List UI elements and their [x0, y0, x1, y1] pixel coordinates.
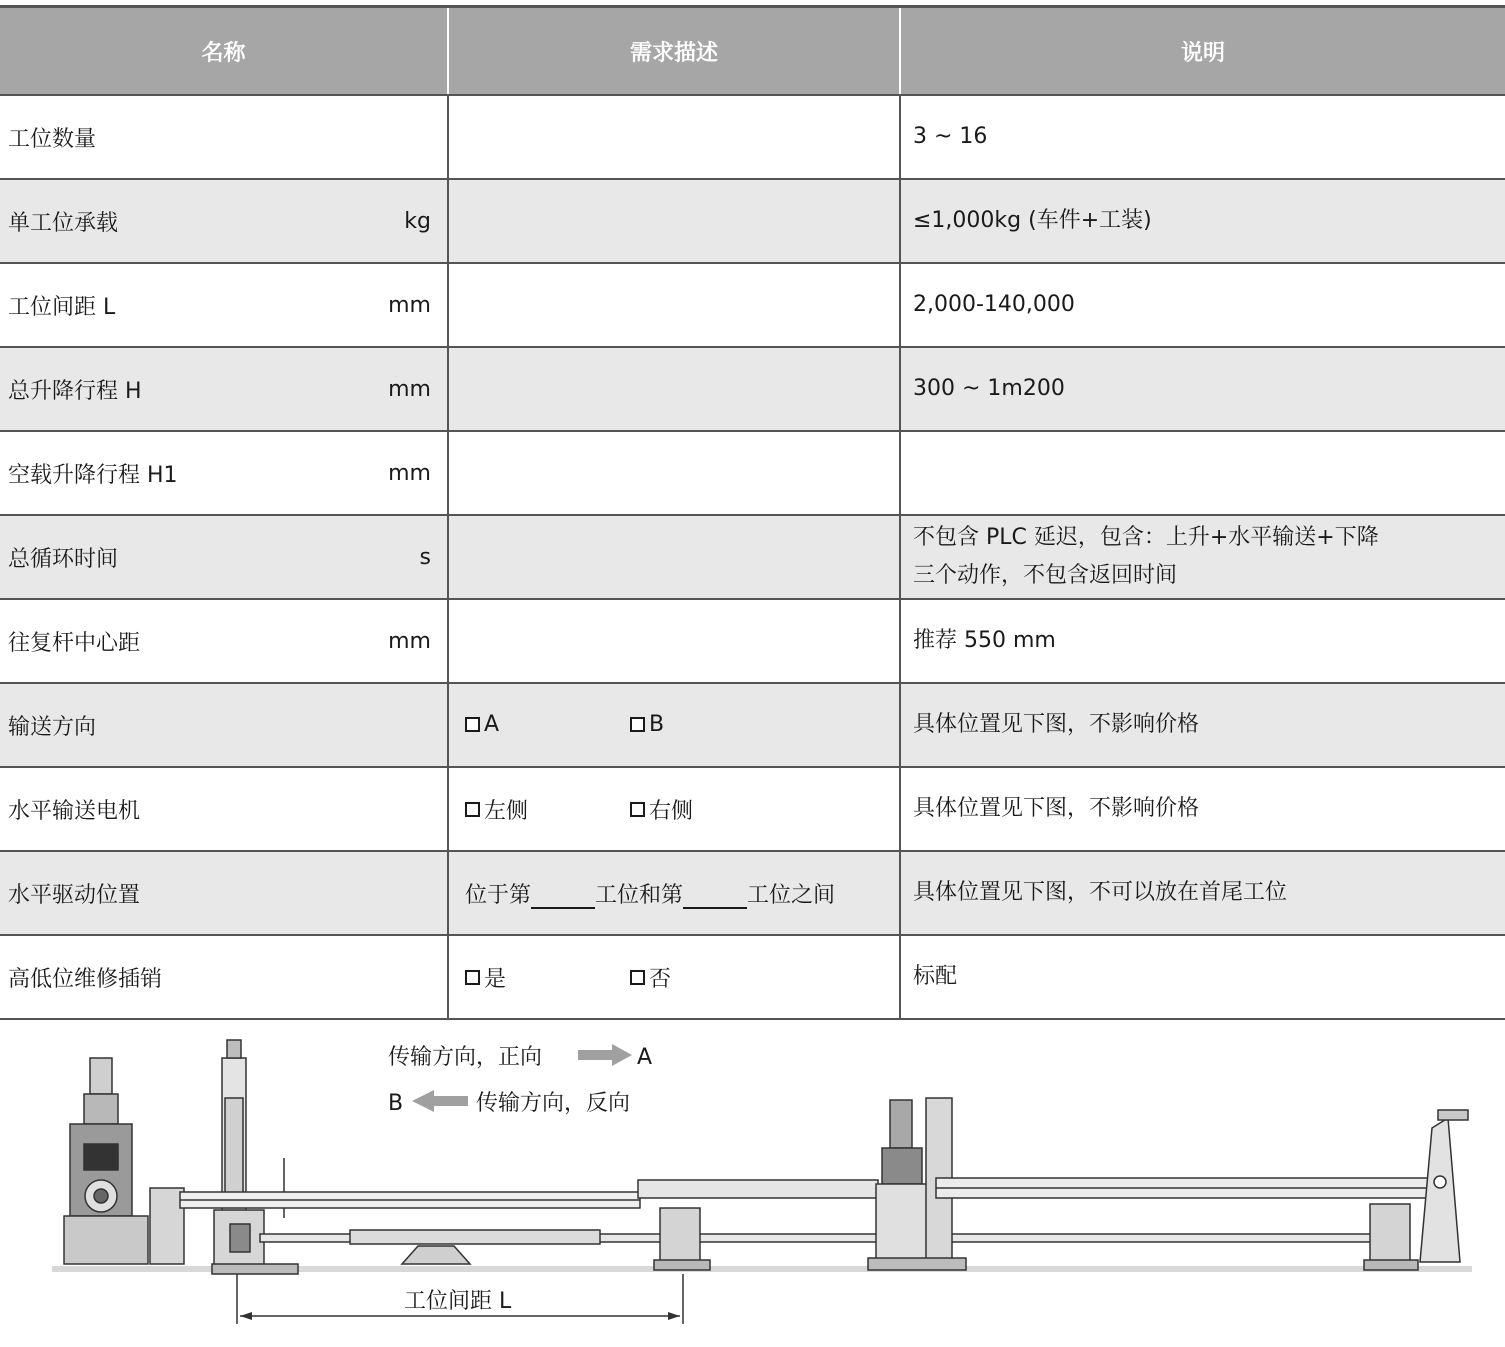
reverse-direction-label: 传输方向，反向: [476, 1091, 631, 1116]
desc-part: 位于第: [465, 882, 532, 908]
forward-arrow-icon: [578, 1044, 632, 1066]
checkbox-icon: [630, 802, 645, 817]
row-note-line1: 不包含 PLC 延迟，包含：上升+水平输送+下降: [913, 525, 1379, 550]
spec-table: [0, 5, 1505, 1020]
row-name-cell: [0, 599, 448, 683]
forward-direction-label: 传输方向，正向: [388, 1045, 543, 1070]
desc-part: 工位之间: [747, 882, 836, 908]
table-row: [0, 95, 1505, 179]
requirement-input[interactable]: [448, 515, 900, 599]
station-blank-2[interactable]: [683, 887, 747, 909]
option-yes-checkbox[interactable]: 是: [465, 962, 574, 993]
row-note-cell: [900, 431, 1505, 515]
row-name: 空载升降行程 H1: [8, 462, 178, 488]
row-note-cell: [900, 599, 1505, 683]
checkbox-icon: [465, 802, 480, 817]
row-name-cell: [0, 767, 448, 851]
header-row: [0, 7, 1505, 96]
row-note-cell: [900, 935, 1505, 1019]
checkbox-icon: [465, 970, 480, 985]
desc-part: 工位和第: [595, 882, 684, 908]
station-spacing-label: 工位间距 L: [404, 1289, 512, 1314]
table-row: [0, 263, 1505, 347]
row-note-cell: [900, 347, 1505, 431]
requirement-cell: [448, 683, 900, 767]
requirement-cell: [448, 851, 900, 935]
forward-target-label: A: [637, 1045, 653, 1070]
row-note-cell: [900, 851, 1505, 935]
option-a-checkbox[interactable]: A: [465, 712, 574, 737]
conveyor-machine-icon: [52, 1040, 1472, 1274]
conveyor-diagram: [0, 1018, 1505, 1347]
row-name: 总循环时间: [8, 546, 119, 572]
row-name-cell: [0, 515, 448, 599]
requirement-input[interactable]: [448, 95, 900, 179]
row-name-cell: [0, 263, 448, 347]
table-row: [0, 683, 1505, 767]
requirement-input[interactable]: [448, 263, 900, 347]
row-name: 总升降行程 H: [8, 378, 142, 404]
station-blank-1[interactable]: [531, 887, 595, 909]
header-note: 说明: [900, 7, 1505, 96]
table-row: [0, 599, 1505, 683]
row-note-line2: 三个动作，不包含返回时间: [913, 563, 1178, 588]
requirement-input[interactable]: [448, 347, 900, 431]
row-name: 单工位承载: [8, 210, 119, 236]
row-note-cell: [900, 179, 1505, 263]
row-name-cell: [0, 431, 448, 515]
table-row: [0, 179, 1505, 263]
table-row: [0, 347, 1505, 431]
row-name: 工位间距 L: [8, 294, 116, 320]
requirement-input[interactable]: [448, 431, 900, 515]
row-note-cell: [900, 515, 1505, 599]
table-row: [0, 767, 1505, 851]
checkbox-icon: [630, 970, 645, 985]
row-name-cell: [0, 95, 448, 179]
row-note: 2,000-140,000: [913, 292, 1075, 317]
option-no-checkbox[interactable]: 否: [630, 962, 671, 993]
checkbox-icon: [630, 717, 645, 732]
row-name-cell: [0, 179, 448, 263]
row-unit: s: [419, 544, 431, 570]
row-name-cell: [0, 851, 448, 935]
row-name: 水平驱动位置: [8, 882, 141, 908]
requirement-cell: [448, 935, 900, 1019]
row-note: ≤1,000kg (车件+工装): [913, 208, 1152, 233]
row-note: 具体位置见下图，不可以放在首尾工位: [913, 880, 1288, 905]
reverse-arrow-icon: [412, 1090, 468, 1112]
row-name: 往复杆中心距: [8, 630, 141, 656]
row-unit: mm: [388, 628, 431, 654]
row-unit: mm: [388, 460, 431, 486]
option-b-checkbox[interactable]: B: [630, 712, 664, 737]
row-name: 高低位维修插销: [8, 966, 163, 992]
row-note-cell: [900, 95, 1505, 179]
row-name: 输送方向: [8, 714, 97, 740]
row-note: 300 ~ 1m200: [913, 376, 1065, 401]
requirement-input[interactable]: [448, 179, 900, 263]
row-note: 具体位置见下图，不影响价格: [913, 712, 1200, 737]
row-note: 具体位置见下图，不影响价格: [913, 796, 1200, 821]
checkbox-icon: [465, 717, 480, 732]
option-left-checkbox[interactable]: 左侧: [465, 794, 574, 825]
row-note-cell: [900, 263, 1505, 347]
row-unit: mm: [388, 376, 431, 402]
row-name-cell: [0, 683, 448, 767]
header-requirement: 需求描述: [448, 7, 900, 96]
row-name: 工位数量: [8, 126, 97, 152]
option-right-checkbox[interactable]: 右侧: [630, 794, 693, 825]
row-note: 推荐 550 mm: [913, 628, 1056, 653]
table-row: [0, 431, 1505, 515]
reverse-source-label: B: [388, 1091, 404, 1116]
row-unit: kg: [404, 208, 431, 234]
row-unit: mm: [388, 292, 431, 318]
row-name-cell: [0, 347, 448, 431]
header-name: 名称: [0, 7, 448, 96]
requirement-cell: [448, 767, 900, 851]
table-row: [0, 851, 1505, 935]
row-note: 3 ~ 16: [913, 124, 988, 149]
row-note-cell: [900, 683, 1505, 767]
row-note-cell: [900, 767, 1505, 851]
requirement-input[interactable]: [448, 599, 900, 683]
table-row: [0, 935, 1505, 1019]
row-name-cell: [0, 935, 448, 1019]
table-row: [0, 515, 1505, 599]
row-name: 水平输送电机: [8, 798, 141, 824]
row-note: 标配: [913, 964, 958, 989]
